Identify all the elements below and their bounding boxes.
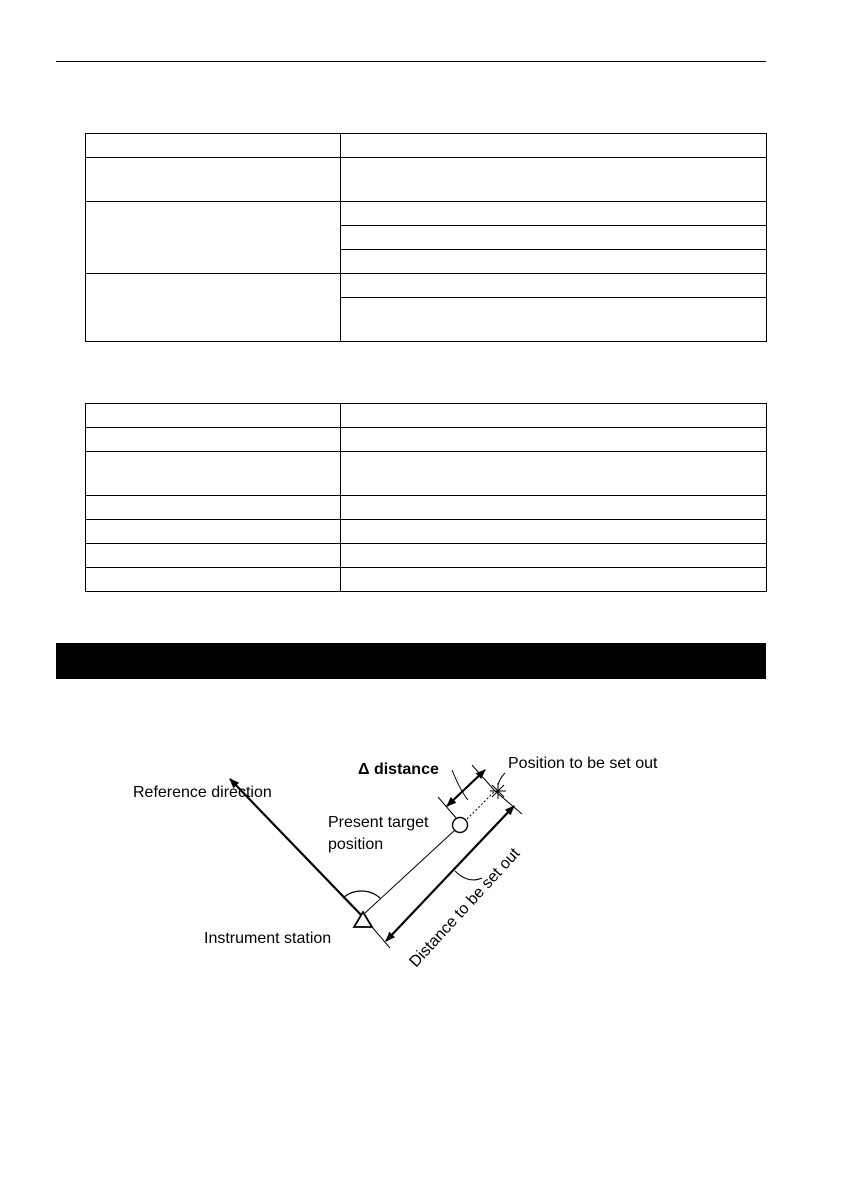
extension-tick bbox=[372, 927, 390, 948]
present-target-label-line2: position bbox=[328, 836, 384, 853]
distance-leader bbox=[455, 871, 482, 880]
angle-arc bbox=[343, 891, 380, 898]
set-out-leader bbox=[498, 773, 505, 785]
instrument-station-icon bbox=[354, 912, 372, 927]
delta-distance-label: Δ distance bbox=[358, 761, 439, 778]
delta-distance-leader bbox=[452, 770, 468, 800]
instrument-station-label: Instrument station bbox=[204, 930, 332, 947]
reference-direction-label: Reference direction bbox=[133, 784, 272, 801]
delta-distance-arrow bbox=[447, 770, 485, 806]
position-to-set-out-label: Position to be set out bbox=[508, 755, 658, 772]
dotted-offset-line bbox=[467, 791, 495, 819]
present-target-icon bbox=[453, 818, 468, 833]
present-target-label-line1: Present target bbox=[328, 814, 429, 831]
distance-to-set-out-label: Distance to be set out bbox=[406, 845, 524, 971]
